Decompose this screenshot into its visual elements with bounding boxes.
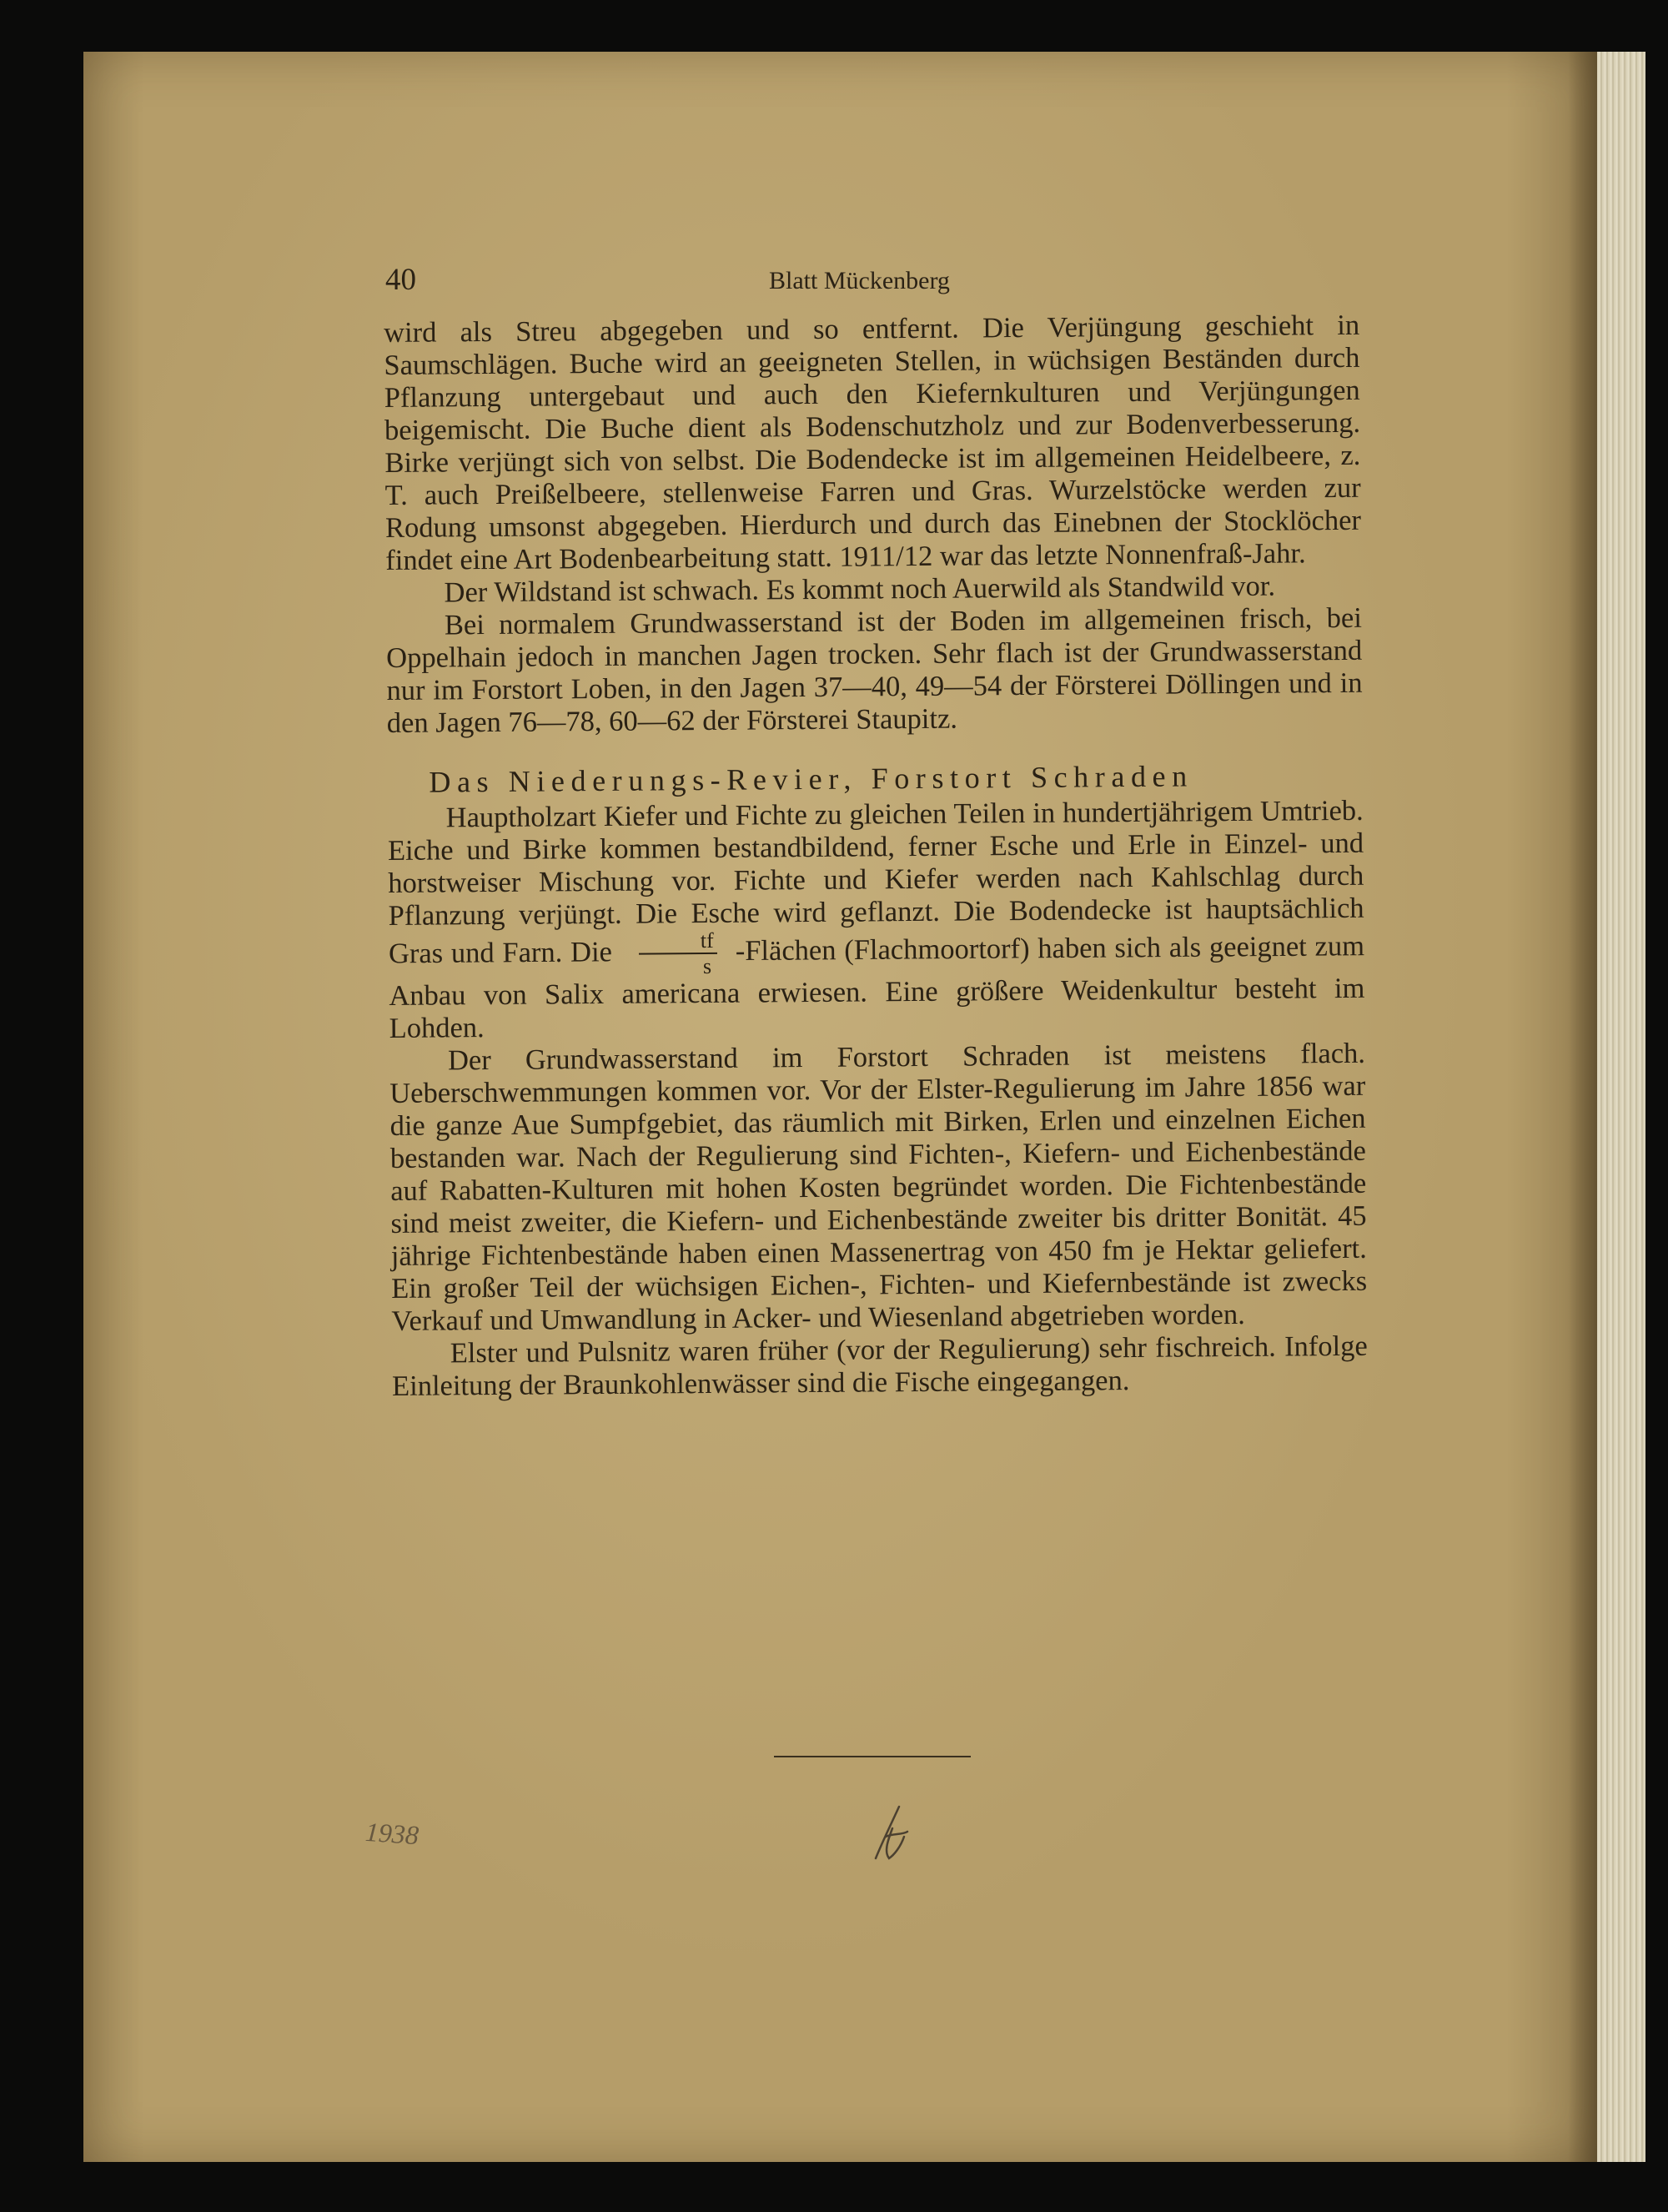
book-page-edges bbox=[1597, 52, 1645, 2162]
fraction-numerator: tf bbox=[639, 930, 717, 955]
page-number: 40 bbox=[385, 263, 416, 297]
paragraph-hauptholzart bbox=[388, 795, 1365, 1045]
paragraph-hauptholzart-end: -Flächen (Flachmoortorf) haben sich als geeignet zum Anbau von Salix americana erwiesen. Eine größere Weidenkultur besteht im Lohden. bbox=[389, 930, 1365, 1044]
page-header bbox=[385, 262, 1361, 300]
pencil-annotation: 1938 bbox=[364, 1816, 420, 1851]
paragraph-wildstand: Der Wildstand ist schwach. Es kommt noch Auerwild als Standwild vor. bbox=[444, 570, 1276, 609]
running-title: Blatt Mückenberg bbox=[769, 267, 950, 294]
section-heading: Das Niederungs-Revier, Forstort Schraden bbox=[429, 759, 1193, 799]
fraction-denominator: s bbox=[702, 953, 712, 979]
handwritten-mark-icon bbox=[867, 1800, 917, 1867]
paragraph-grundwasser: Bei normalem Grundwasserstand ist der Boden im allgemeinen frisch, bei Oppelhain jedoch in manchen Jagen trocken. Sehr flach ist der Grundwasserstand nur im Forstort Loben, in den Jagen 37—40, 49—54 der Försterei Döllingen und in den Jagen 76—78, 60—62 der Försterei Staupitz. bbox=[386, 601, 1363, 739]
paragraph-continuation: wird als Streu abgegeben und so entfernt. Die Verjüngung geschieht in Saumschlägen. Buche wird an geeigneten Stellen, in wüchsigen Beständen durch Pflanzung untergebaut und auch den Kiefernkulturen und Verjüngungen beigemischt. Die Buche dient als Bodenschutzholz und zur Bodenverbesserung. Birke verjüngt sich von selbst. Die Bodendecke ist im allgemeinen Heidelbeere, z. T. auch Preißelbeere, stellenweise Farren und Gras. Wurzelstöcke werden zur Rodung umsonst abgegeben. Hierdurch und durch das Einebnen der Stocklöcher findet eine Art Bodenbearbeitung statt. 1911/12 war das letzte Nonnenfraß-Jahr. bbox=[384, 309, 1362, 576]
paragraph-hauptholzart-start: Hauptholzart Kiefer und Fichte zu gleichen Teilen in hundertjährigem Umtrieb. Eiche und Birke kommen bestandbildend, ferner Esche und Erle in Einzel- und horstweiser Mischung vor. Fichte und Kiefer werden nach Kahlschlag durch Pflanzung verjüngt. Die Esche wird geflanzt. Die Bodendecke ist hauptsächlich Gras und Farn. Die bbox=[387, 794, 1364, 970]
paragraph-schraden: Der Grundwasserstand im Forstort Schraden ist meistens flach. Ueberschwemmungen kommen vor. Vor der Elster-Regulierung im Jahre 1856 war die ganze Aue Sumpfgebiet, das räumlich mit Birken, Erlen und einzelnen Eichen bestanden war. Nach der Regulierung sind Fichten-, Kiefern- und Eichenbestände auf Rabatten-Kulturen mit hohen Kosten begründet worden. Die Fichtenbestände sind meist zweiter, die Kiefern- und Eichenbestände zweiter bis dritter Bonität. 45 jährige Fichtenbestände haben einen Massenertrag von 450 fm je Hektar geliefert. Ein großer Teil der wüchsigen Eichen-, Fichten- und Kiefernbestände ist zwecks Verkauf und Umwandlung in Acker- und Wiesenland abgetrieben worden. bbox=[389, 1037, 1368, 1337]
page-gutter-shadow bbox=[1568, 52, 1597, 2162]
paragraph-elster: Elster und Pulsnitz waren früher (vor der Regulierung) sehr fischreich. Infolge Einleitung der Braunkohlenwässer sind die Fische eingegangen. bbox=[391, 1330, 1368, 1402]
fraction bbox=[639, 930, 717, 978]
end-rule bbox=[774, 1756, 971, 1757]
body-text bbox=[384, 309, 1368, 1403]
